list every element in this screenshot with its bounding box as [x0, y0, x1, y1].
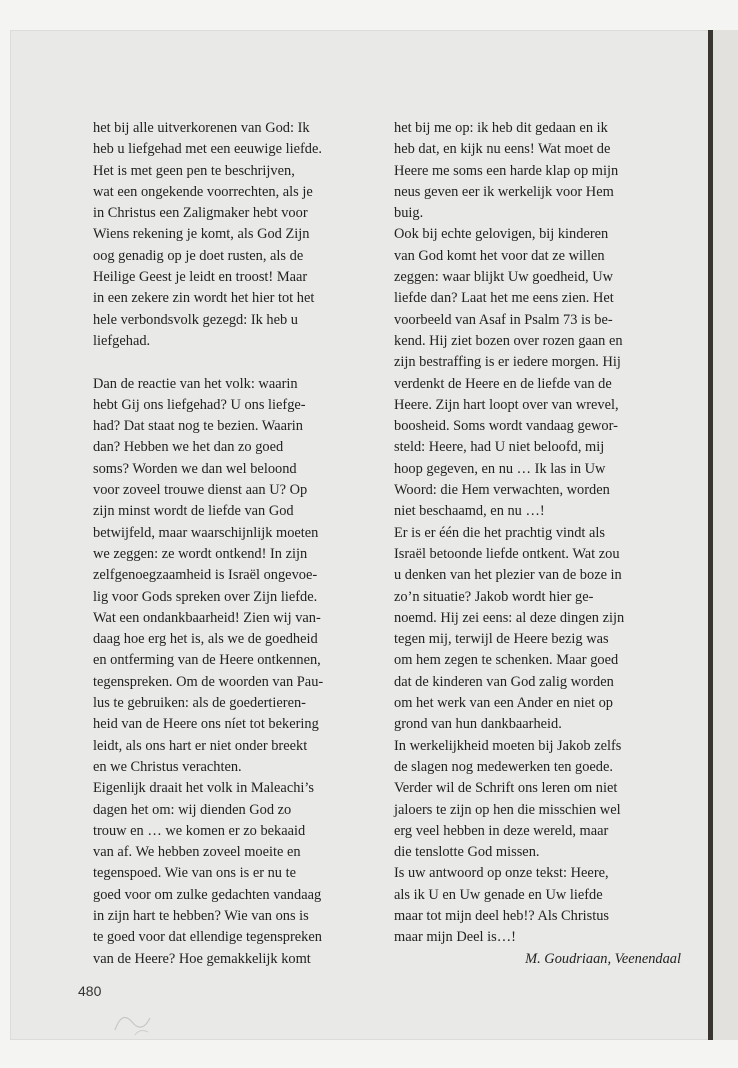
left-column-line: Wat een ondankbaarheid! Zien wij van-: [93, 609, 321, 626]
right-column-line: Verder wil de Schrift ons leren om niet: [394, 780, 618, 797]
right-column-line: zijn bestraffing is er iedere morgen. Hij: [394, 354, 621, 371]
left-column-line: in een zekere zin wordt het hier tot het: [93, 290, 315, 307]
left-column-line: heb u liefgehad met een eeuwige liefde.: [93, 141, 322, 158]
left-column-line: in zijn hart te hebben? Wie van ons is: [93, 907, 309, 924]
right-column-line: dat de kinderen van God zalig worden: [394, 673, 614, 690]
right-column-line: voorbeeld van Asaf in Psalm 73 is be-: [394, 311, 613, 328]
left-column-line: hele verbondsvolk gezegd: Ik heb u: [93, 311, 299, 328]
left-column-line: Dan de reactie van het volk: waarin: [93, 375, 298, 392]
left-column-line: had? Dat staat nog te bezien. Waarin: [93, 418, 303, 435]
right-column-line: maar mijn Deel is…!: [394, 929, 516, 946]
author-signature: M. Goudriaan, Veenendaal: [525, 950, 681, 967]
left-column-line: trouw en … we komen er zo bekaaid: [93, 822, 306, 839]
right-column-line: In werkelijkheid moeten bij Jakob zelfs: [394, 737, 622, 754]
left-column-line: betwijfeld, maar waarschijnlijk moeten: [93, 524, 319, 541]
paragraph-gap: [93, 352, 363, 373]
left-column-line: heid van de Heere ons níet tot bekering: [93, 716, 319, 733]
right-column-line: Ook bij echte gelovigen, bij kinderen: [394, 226, 609, 243]
right-column-line: u denken van het plezier van de boze in: [394, 567, 622, 584]
right-column-line: om hem zegen te schenken. Maar goed: [394, 652, 619, 669]
right-column-line: kend. Hij ziet bozen over rozen gaan en: [394, 332, 623, 349]
left-column-line: soms? Worden we dan wel beloond: [93, 460, 297, 477]
page-number: 480: [78, 983, 102, 999]
left-column-line: Heilige Geest je leidt en troost! Maar: [93, 269, 308, 286]
left-column-line: goed voor om zulke gedachten vandaag: [93, 886, 322, 903]
left-column-line: leidt, als ons hart er niet onder breekt: [93, 737, 308, 754]
left-column-line: tegenspoed. Wie van ons is er nu te: [93, 865, 296, 882]
left-column-line: oog genadig op je doet rusten, als de: [93, 247, 304, 264]
right-column-line: niet beschaamd, en nu …!: [394, 503, 545, 520]
right-column-line: zeggen: waar blijkt Uw goedheid, Uw: [394, 269, 613, 286]
right-text-column: [394, 118, 712, 970]
left-column-line: Het is met geen pen te beschrijven,: [93, 162, 295, 179]
left-column-line: liefgehad.: [93, 332, 151, 349]
left-column-line: in Christus een Zaligmaker hebt voor: [93, 205, 308, 222]
right-column-line: heb dat, en kijk nu eens! Wat moet de: [394, 141, 611, 158]
left-column-line: en we Christus verachten.: [93, 758, 242, 775]
right-column-line: boosheid. Soms wordt vandaag gewor-: [394, 418, 618, 435]
right-column-line: om het werk van een Ander en niet op: [394, 695, 613, 712]
right-column-line: grond van hun dankbaarheid.: [394, 716, 562, 733]
right-column-line: steld: Heere, had U niet beloofd, mij: [394, 439, 605, 456]
left-column-line: lus te gebruiken: als de goedertieren-: [93, 695, 306, 712]
left-column-line: en ontferming van de Heere ontkennen,: [93, 652, 321, 669]
right-column-line: Heere me soms een harde klap op mijn: [394, 162, 619, 179]
left-column-line: te goed voor dat ellendige tegenspreken: [93, 929, 322, 946]
left-column-line: lig voor Gods spreken over Zijn liefde.: [93, 588, 318, 605]
left-column-line: we zeggen: ze wordt ontkend! In zijn: [93, 545, 308, 562]
left-column-line: hebt Gij ons liefgehad? U ons liefge-: [93, 396, 306, 413]
left-text-column: [93, 118, 363, 970]
right-column-line: zo’n situatie? Jakob wordt hier ge-: [394, 588, 594, 605]
right-column-line: buig.: [394, 205, 424, 222]
left-column-line: dagen het om: wij dienden God zo: [93, 801, 292, 818]
right-column-line: hoop gegeven, en nu … Ik las in Uw: [394, 460, 606, 477]
left-column-line: Wiens rekening je komt, als God Zijn: [93, 226, 310, 243]
facing-page-edge: [713, 30, 738, 1040]
left-column-line: tegenspreken. Om de woorden van Pau-: [93, 673, 324, 690]
right-column-line: noemd. Hij zei eens: al deze dingen zijn: [394, 609, 625, 626]
left-column-line: voor zoveel trouwe dienst aan U? Op: [93, 482, 308, 499]
left-column-line: wat een ongekende voorrechten, als je: [93, 183, 313, 200]
pencil-mark: [110, 1000, 170, 1040]
right-column-line: de slagen nog medewerken ten goede.: [394, 758, 613, 775]
right-column-line: jaloers te zijn op hen die misschien wel: [394, 801, 621, 818]
right-column-line: verdenkt de Heere en de liefde van de: [394, 375, 612, 392]
right-column-line: het bij me op: ik heb dit gedaan en ik: [394, 120, 608, 136]
left-column-line: van af. We hebben zoveel moeite en: [93, 844, 301, 861]
right-column-line: liefde dan? Laat het me eens zien. Het: [394, 290, 614, 307]
right-column-line: tegen mij, terwijl de Heere bezig was: [394, 631, 609, 648]
right-column-line: als ik U en Uw genade en Uw liefde: [394, 886, 603, 903]
right-column-line: erg veel hebben in deze wereld, maar: [394, 822, 609, 839]
left-column-line: zelfgenoegzaamheid is Israël ongevoe-: [93, 567, 318, 584]
left-column-line: dan? Hebben we het dan zo goed: [93, 439, 284, 456]
left-column-line: zijn minst wordt de liefde van God: [93, 503, 294, 520]
left-column-line: Eigenlijk draait het volk in Maleachi’s: [93, 780, 314, 797]
right-column-line: Israël betoonde liefde ontkent. Wat zou: [394, 545, 620, 562]
right-column-line: Er is er één die het prachtig vindt als: [394, 524, 605, 541]
left-column-line: daag hoe erg het is, als we de goedheid: [93, 631, 318, 648]
right-column-line: Woord: die Hem verwachten, worden: [394, 482, 610, 499]
right-column-line: maar tot mijn deel heb!? Als Christus: [394, 907, 610, 924]
right-column-line: van God komt het voor dat ze willen: [394, 247, 605, 264]
left-column-line: van de Heere? Hoe gemakkelijk komt: [93, 950, 311, 967]
right-column-line: Is uw antwoord op onze tekst: Heere,: [394, 865, 609, 882]
right-column-line: neus geven eer ik werkelijk voor Hem: [394, 183, 614, 200]
right-column-line: Heere. Zijn hart loopt over van wrevel,: [394, 396, 619, 413]
left-column-line: het bij alle uitverkorenen van God: Ik: [93, 120, 310, 136]
right-column-line: die tenslotte God missen.: [394, 844, 540, 861]
